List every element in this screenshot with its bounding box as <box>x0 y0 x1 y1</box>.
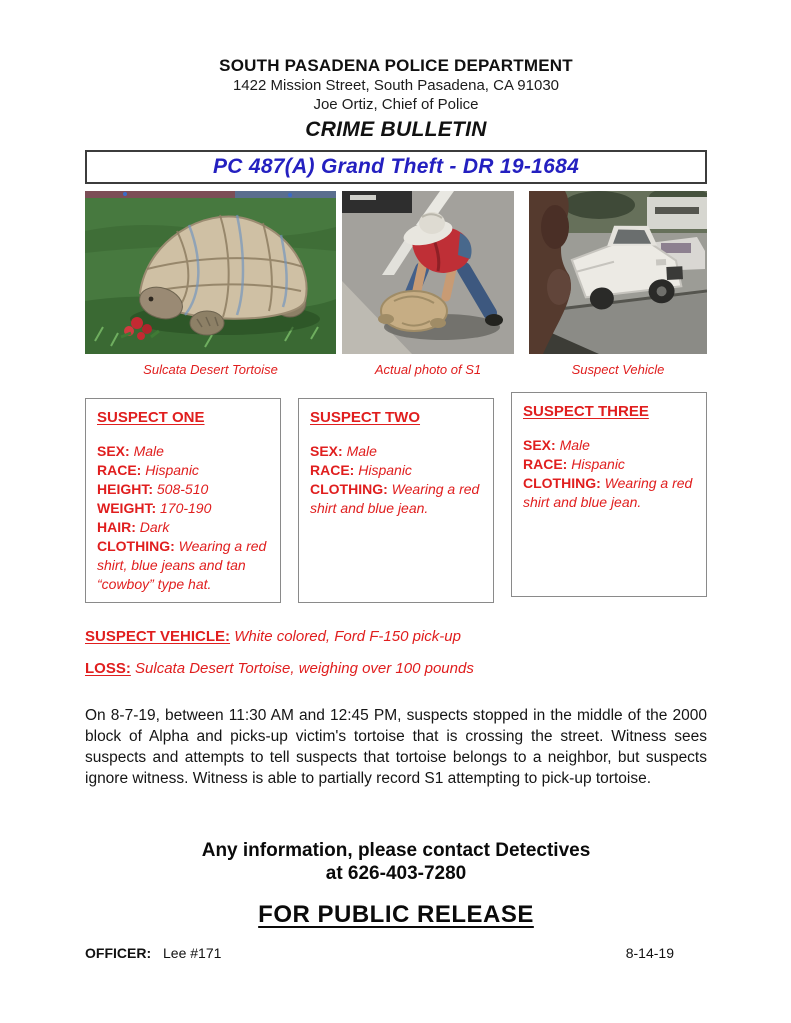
suspect-vehicle-label: SUSPECT VEHICLE: <box>85 628 231 645</box>
figure-tortoise <box>85 191 336 378</box>
sulcata-tortoise-photo <box>85 191 336 354</box>
case-banner-text: PC 487(A) Grand Theft - DR 19-1684 <box>212 155 580 178</box>
suspect-field: CLOTHING: Wearing a red shirt and blue jean. <box>523 475 693 510</box>
suspect-two-title: SUSPECT TWO <box>310 409 421 426</box>
suspect-field: HEIGHT: 508-510 <box>97 481 209 497</box>
bulletin-footer <box>85 945 707 962</box>
suspect-field: RACE: Hispanic <box>310 462 412 478</box>
case-banner <box>85 150 707 184</box>
suspect-vehicle-line <box>85 627 707 646</box>
suspect-three-fields <box>523 436 695 512</box>
figure-suspect-s1 <box>342 191 514 378</box>
officer-label: OFFICER: <box>85 945 152 961</box>
suspect-field: WEIGHT: 170-190 <box>97 500 212 516</box>
department-name: SOUTH PASADENA POLICE DEPARTMENT <box>219 56 573 75</box>
bulletin-title: CRIME BULLETIN <box>305 118 487 141</box>
figure-suspect-vehicle <box>529 191 707 378</box>
suspect-two-fields <box>310 442 482 518</box>
public-release-heading: FOR PUBLIC RELEASE <box>258 901 534 928</box>
suspect-field: SEX: Male <box>523 437 590 453</box>
department-address: 1422 Mission Street, South Pasadena, CA 91030 <box>232 77 560 94</box>
loss-line <box>85 659 707 678</box>
suspect-one-title: SUSPECT ONE <box>97 409 205 426</box>
bulletin-header <box>85 56 707 142</box>
caption-suspect-vehicle: Suspect Vehicle <box>571 362 665 377</box>
case-details <box>85 627 707 678</box>
caption-sulcata-tortoise: Sulcata Desert Tortoise <box>143 362 278 377</box>
suspect-one-box <box>85 398 281 603</box>
suspect-vehicle-photo <box>529 191 707 354</box>
loss-value: Sulcata Desert Tortoise, weighing over 100 pounds <box>135 660 474 677</box>
contact-line-2: at 626-403-7280 <box>325 863 467 884</box>
suspect-three-box <box>511 392 707 597</box>
suspect-field: RACE: Hispanic <box>97 462 199 478</box>
suspect-field: CLOTHING: Wearing a red shirt, blue jeans and tan “cowboy” type hat. <box>97 538 267 592</box>
suspect-field: SEX: Male <box>97 443 164 459</box>
suspect-one-fields <box>97 442 269 594</box>
officer-name: Lee #171 <box>163 945 222 961</box>
officer-line <box>85 945 221 962</box>
suspect-s1-photo <box>342 191 514 354</box>
suspect-two-box <box>298 398 494 603</box>
chief-of-police-line: Joe Ortiz, Chief of Police <box>313 96 479 113</box>
suspect-vehicle-value: White colored, Ford F-150 pick-up <box>234 628 461 645</box>
caption-suspect-s1: Actual photo of S1 <box>374 362 482 377</box>
incident-narrative: On 8-7-19, between 11:30 AM and 12:45 PM, suspects stopped in the middle of the 2000 block of Alpha and picks-up victim's tortoise that is crossing the street. Witness sees suspects and attempts to tell suspects that tortoise belongs to a neighbor, but suspects ignore witness. Witness is able to partially record S1 attempting to pick-up tortoise. <box>85 707 707 787</box>
suspect-field: SEX: Male <box>310 443 377 459</box>
suspect-three-title: SUSPECT THREE <box>523 403 649 420</box>
suspect-field: HAIR: Dark <box>97 519 170 535</box>
photo-strip <box>85 191 707 378</box>
suspect-field: CLOTHING: Wearing a red shirt and blue jean. <box>310 481 480 516</box>
contact-line-1: Any information, please contact Detectives <box>201 840 591 861</box>
contact-info <box>85 839 707 885</box>
suspect-field: RACE: Hispanic <box>523 456 625 472</box>
suspect-boxes <box>85 392 707 603</box>
bulletin-date: 8-14-19 <box>625 945 674 961</box>
loss-label: LOSS: <box>85 660 131 677</box>
